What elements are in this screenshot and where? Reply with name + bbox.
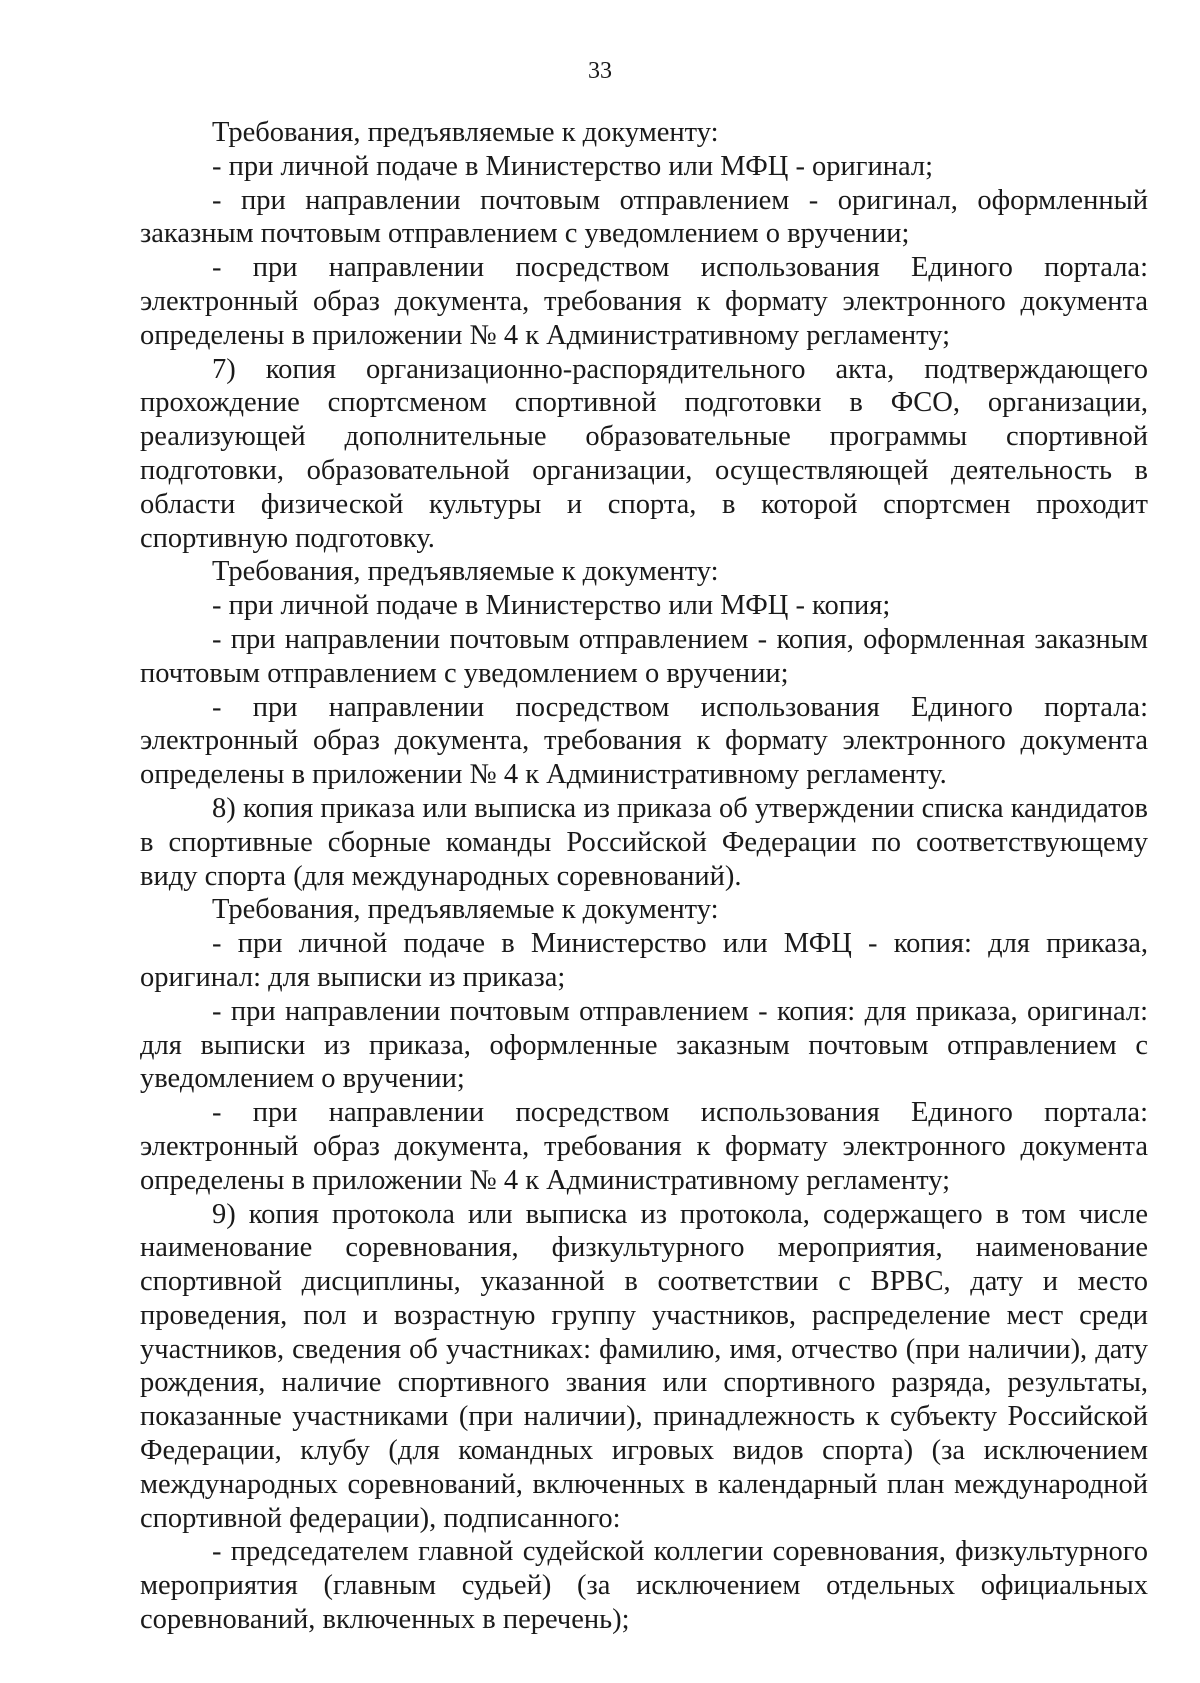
paragraph: Требования, предъявляемые к документу: xyxy=(212,894,719,926)
paragraph: - при личной подаче в Министерство или МФЦ - оригинал; xyxy=(212,150,934,182)
paragraph: Требования, предъявляемые к документу: xyxy=(212,556,719,588)
paragraph: Требования, предъявляемые к документу: xyxy=(212,117,719,148)
paragraph: 8) копия приказа или выписка из приказа об утверждении списка кандидатов в спортивные сборные команды Российской Федерации по соответствующему виду спорта (для международных соревнований). xyxy=(140,792,1148,892)
paragraph: - при направлении посредством использования Единого портала: электронный образ документа, требования к формату электронного документа определены в приложении № 4 к Административному регламенту; xyxy=(140,252,1148,351)
paragraph: - при направлении почтовым отправлением - копия, оформленная заказным почтовым отправлением с уведомлением о вручении; xyxy=(140,623,1148,689)
paragraph: 9) копия протокола или выписка из протокола, содержащего в том числе наименование соревнования, физкультурного мероприятия, наименование спортивной дисциплины, указанной в соответствии с ВРВС, дату и место проведения, пол и возрастную группу участников, распределение мест среди участников, сведения об участниках: фамилию, имя, отчество (при наличии), дату рождения, наличие спортивного звания или спортивного разряда, результаты, показанные участниками (при наличии), принадлежность к субъекту Российской Федерации, клубу (для командных игровых видов спорта) (за исключением международных соревнований, включенных в календарный план международной спортивной федерации), подписанного: xyxy=(140,1198,1148,1534)
paragraph: - председателем главной судейской коллегии соревнования, физкультурного мероприятия (главным судьей) (за исключением отдельных официальных соревнований, включенных в перечень); xyxy=(140,1536,1148,1636)
paragraph: - при направлении почтовым отправлением - оригинал, оформленный заказным почтовым отправлением с уведомлением о вручении; xyxy=(140,184,1148,250)
paragraph: - при личной подаче в Министерство или МФЦ - копия: для приказа, оригинал: для выписки из приказа; xyxy=(140,928,1148,993)
paragraph: - при направлении почтовым отправлением - копия: для приказа, оригинал: для выписки из приказа, оформленные заказным почтовым отправлением с уведомлением о вручении; xyxy=(140,995,1148,1095)
paragraph: - при направлении посредством использования Единого портала: электронный образ документа, требования к формату электронного документа определены в приложении № 4 к Административному регламенту. xyxy=(140,691,1148,791)
paragraph: - при личной подаче в Министерство или МФЦ - копия; xyxy=(212,590,891,622)
page-number: 33 xyxy=(588,58,612,84)
paragraph: 7) копия организационно-распорядительного акта, подтверждающего прохождение спортсменом спортивной подготовки в ФСО, организации, реализующей дополнительные образовательные программы спортивной подготовки, образовательной организации, осуществляющей деятельность в области физической культуры и спорта, в которой спортсмен проходит спортивную подготовку. xyxy=(140,353,1148,554)
document-body xyxy=(140,116,1148,1637)
paragraph: - при направлении посредством использования Единого портала: электронный образ документа, требования к формату электронного документа определены в приложении № 4 к Административному регламенту; xyxy=(140,1097,1148,1196)
